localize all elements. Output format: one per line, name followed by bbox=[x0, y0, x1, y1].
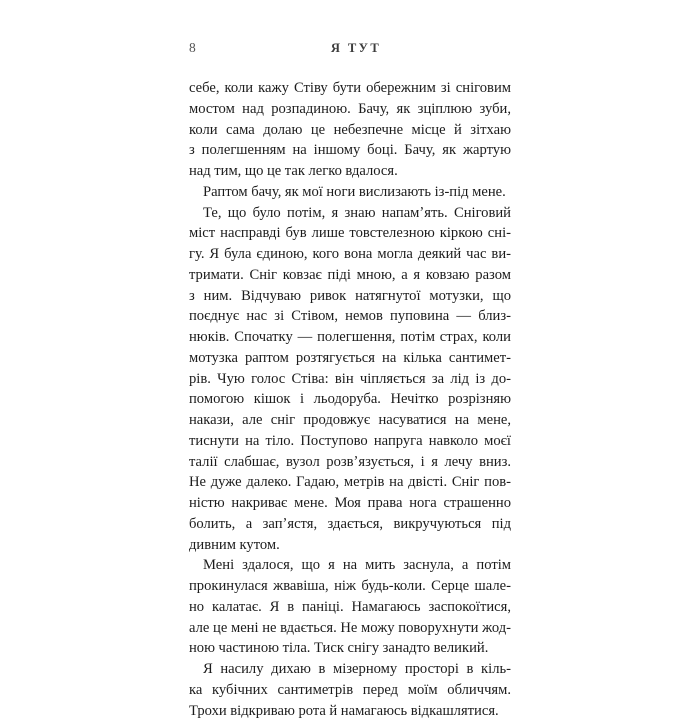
text-line: Не дуже далеко. Гадаю, метрів на двісті. Сніг пов- bbox=[189, 472, 511, 493]
text-line: але це мені не вдається. Не можу поворухнути жод- bbox=[189, 618, 511, 639]
text-line: талії слабшає, вузол розвʼязується, і я лечу вниз. bbox=[189, 452, 511, 473]
text-line: над тим, що це так легко вдалося. bbox=[189, 161, 511, 182]
text-line: прокинулася жвавіша, ніж будь-коли. Серце шале- bbox=[189, 576, 511, 597]
text-line: нюків. Спочатку — полегшення, потім страх, коли bbox=[189, 327, 511, 348]
text-line: болить, а запʼястя, здається, викручуються під bbox=[189, 514, 511, 535]
text-line: міст насправді був лише товстелезною кіркою сні- bbox=[189, 223, 511, 244]
body-text bbox=[189, 78, 511, 721]
text-line: тиснути на тіло. Поступово напруга навколо моєї bbox=[189, 431, 511, 452]
text-line: ною частиною тіла. Тиск снігу занадто великий. bbox=[189, 638, 511, 659]
text-line: мостом над розпадиною. Бачу, як зціплюю зуби, bbox=[189, 99, 511, 120]
text-line: поєднує нас зі Стівом, немов пуповина — близ- bbox=[189, 306, 511, 327]
text-line: Мені здалося, що я на мить заснула, а потім bbox=[189, 555, 511, 576]
text-line: Раптом бачу, як мої ноги вислизають із-під мене. bbox=[189, 182, 511, 203]
paragraph bbox=[189, 182, 511, 203]
running-title: Я ТУТ bbox=[249, 41, 511, 56]
text-line: ка кубічних сантиметрів перед моїм обличчям. bbox=[189, 680, 511, 701]
text-line: коли сама долаю це небезпечне місце й зітхаю bbox=[189, 120, 511, 141]
text-line: но калатає. Я в паніці. Намагаюсь заспокоїтися, bbox=[189, 597, 511, 618]
text-line: рів. Чую голос Стіва: він чіпляється за лід із до- bbox=[189, 369, 511, 390]
text-line: Те, що було потім, я знаю напамʼять. Сніговий bbox=[189, 203, 511, 224]
paragraph bbox=[189, 659, 511, 721]
paragraph bbox=[189, 203, 511, 556]
text-line: з полегшенням на іншому боці. Бачу, як жартую bbox=[189, 140, 511, 161]
text-line: дивним кутом. bbox=[189, 535, 511, 556]
running-head bbox=[189, 40, 511, 60]
text-line: тримати. Сніг ковзає піді мною, а я ковзаю разом bbox=[189, 265, 511, 286]
text-line: гу. Я була єдиною, кого вона могла деякий час ви- bbox=[189, 244, 511, 265]
paragraph bbox=[189, 78, 511, 182]
page-number: 8 bbox=[189, 40, 249, 56]
text-line: з ним. Відчуваю ривок натягнутої мотузки, що bbox=[189, 286, 511, 307]
text-line: себе, коли кажу Стіву бути обережним зі сніговим bbox=[189, 78, 511, 99]
text-line: Я насилу дихаю в мізерному просторі в кіль- bbox=[189, 659, 511, 680]
text-line: ністю накриває мене. Моя права нога страшенно bbox=[189, 493, 511, 514]
text-line: Трохи відкриваю рота й намагаюсь відкашлятися. bbox=[189, 701, 511, 721]
paragraph bbox=[189, 555, 511, 659]
text-line: мотузка раптом розтягується на кілька сантимет- bbox=[189, 348, 511, 369]
text-line: помогою кішок і льодоруба. Нечітко розрізняю bbox=[189, 389, 511, 410]
text-line: накази, але сніг продовжує насуватися на мене, bbox=[189, 410, 511, 431]
